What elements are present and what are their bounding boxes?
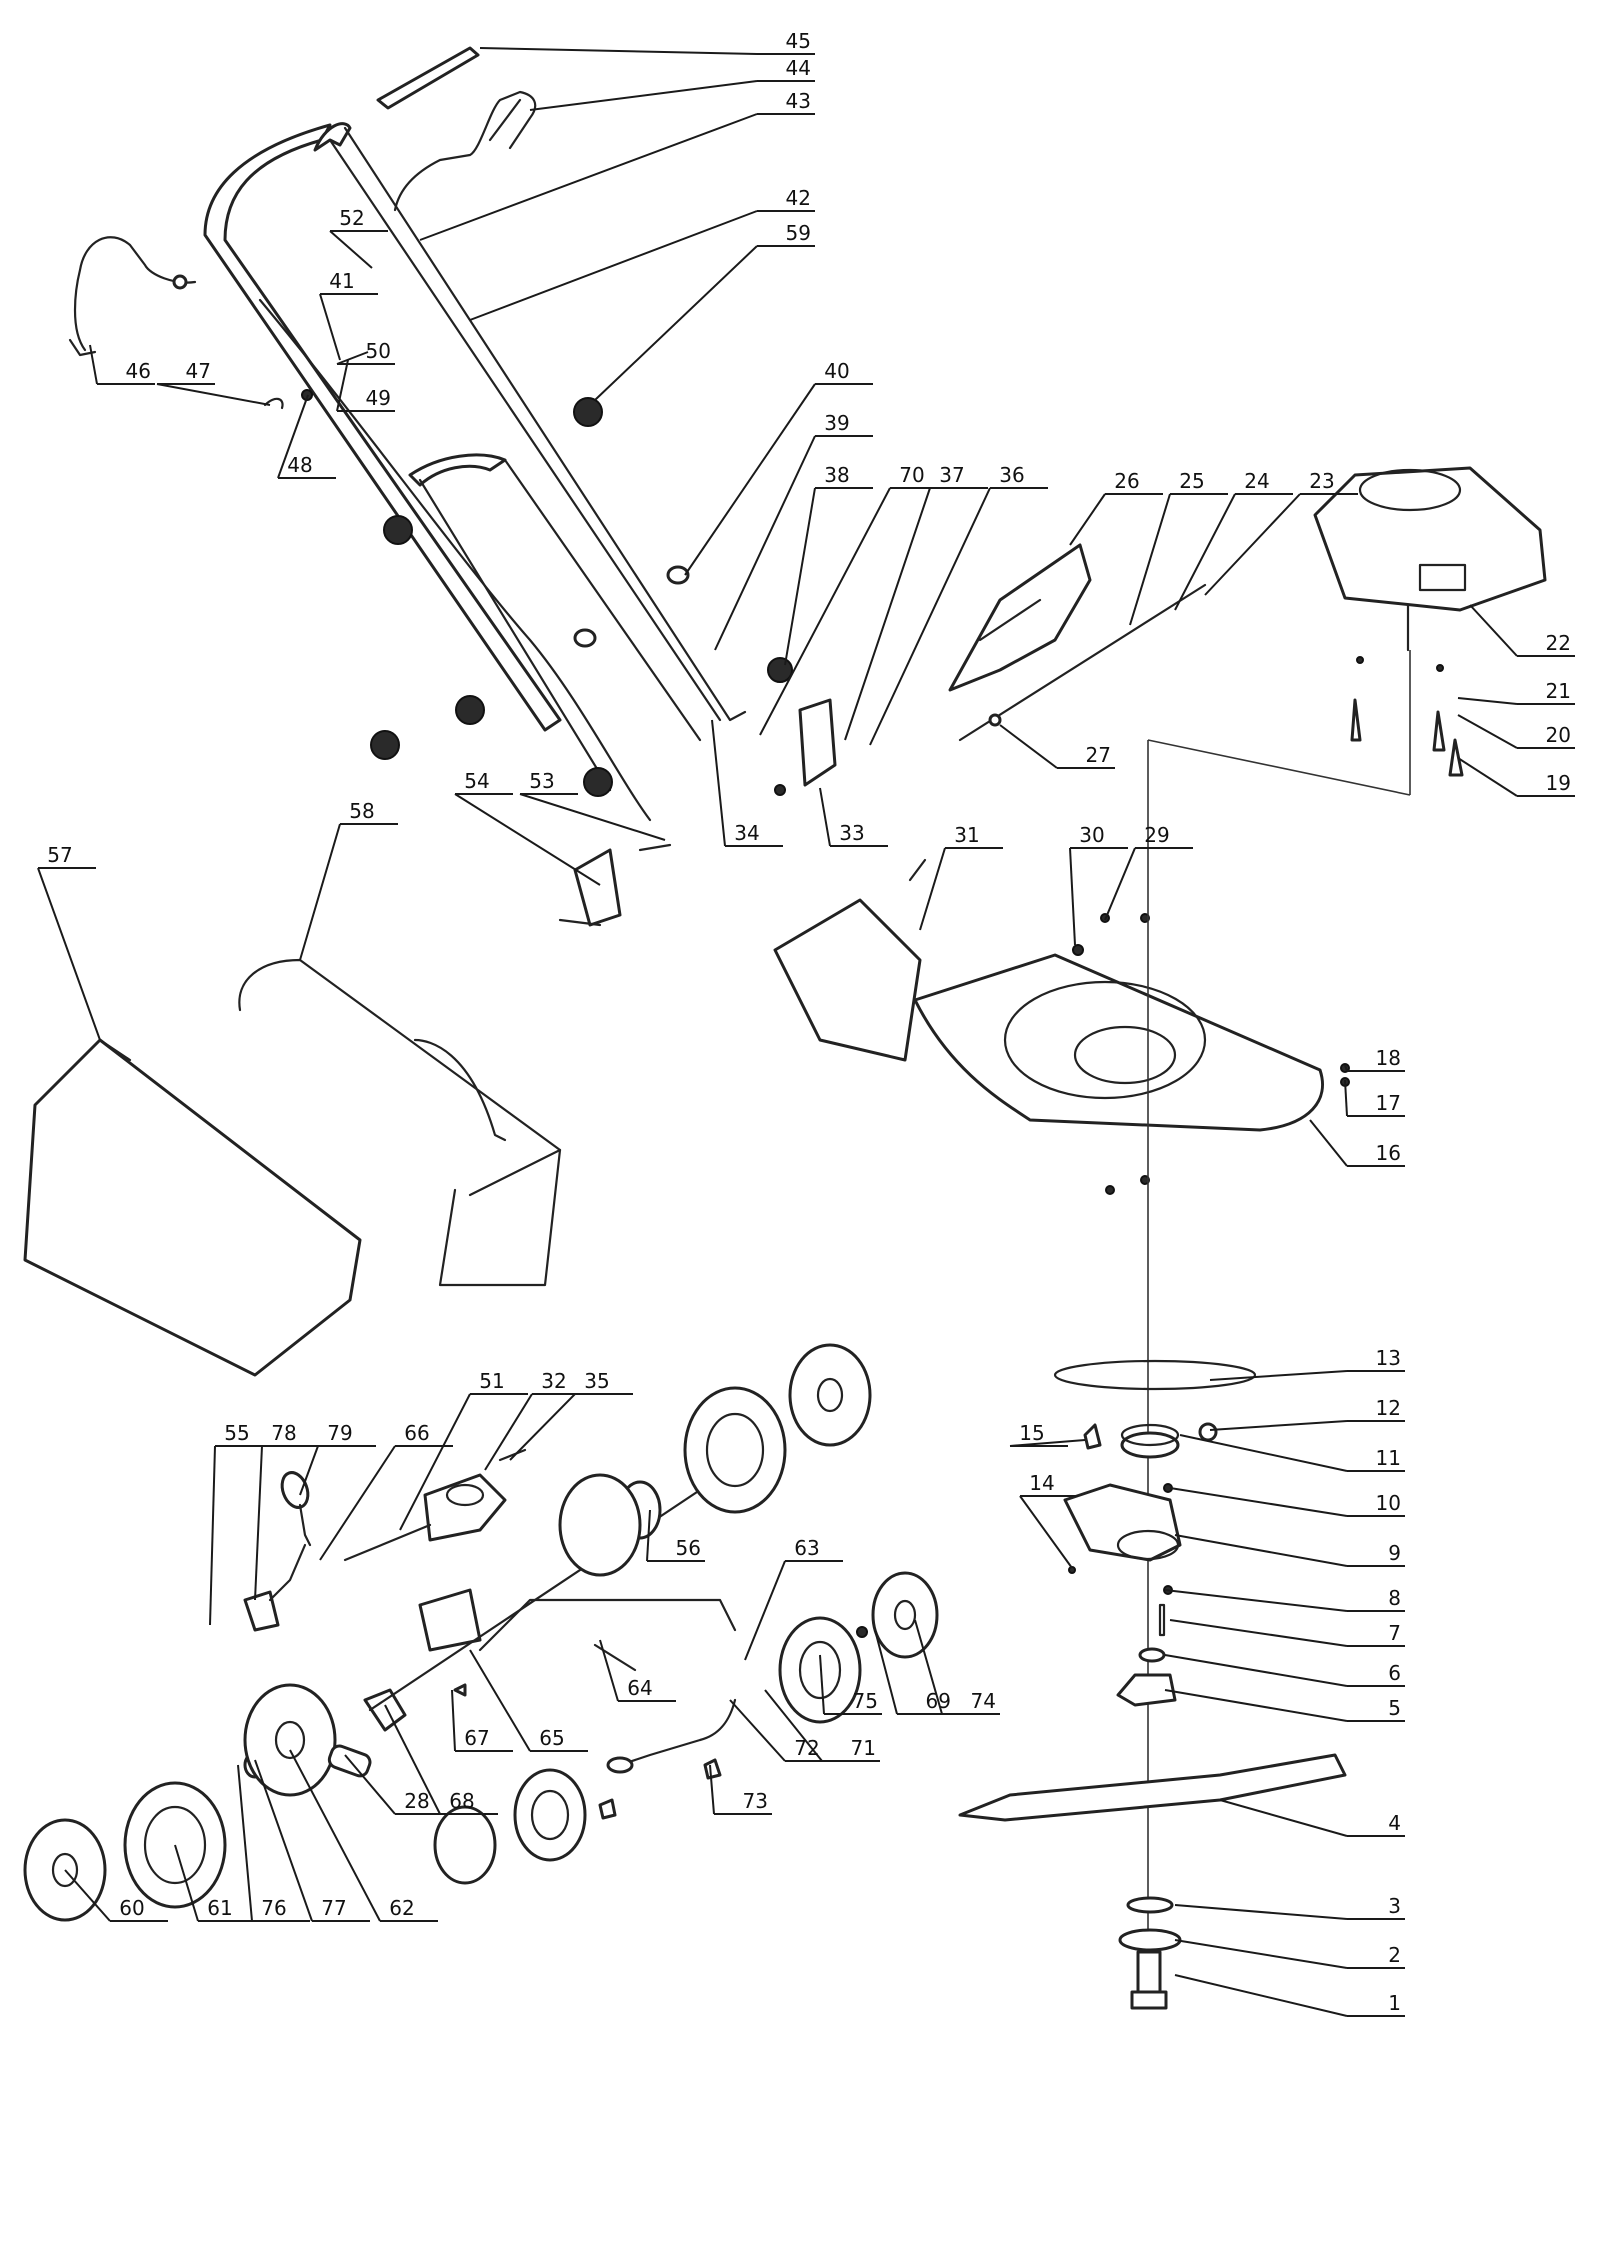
callout-leader bbox=[90, 345, 97, 384]
callout-number: 54 bbox=[464, 769, 490, 793]
callout-50 bbox=[337, 339, 395, 364]
callout-leader bbox=[1000, 725, 1057, 768]
gear-housing bbox=[1065, 1484, 1180, 1594]
callout-38 bbox=[785, 463, 873, 665]
callout-number: 30 bbox=[1079, 823, 1105, 847]
callout-42 bbox=[470, 186, 815, 320]
callout-number: 47 bbox=[185, 359, 211, 383]
callout-70 bbox=[760, 463, 948, 735]
blade-washers-bolt bbox=[1120, 1898, 1180, 2008]
callout-leader bbox=[1165, 1655, 1347, 1686]
callout-number: 75 bbox=[852, 1689, 878, 1713]
callout-leader bbox=[420, 114, 757, 240]
blade bbox=[960, 1755, 1345, 1820]
callout-number: 70 bbox=[899, 463, 925, 487]
callout-13 bbox=[1210, 1346, 1405, 1380]
engine bbox=[1315, 468, 1545, 650]
callout-number: 8 bbox=[1388, 1586, 1401, 1610]
callout-leader bbox=[1175, 1905, 1347, 1919]
callout-number: 42 bbox=[785, 186, 811, 210]
callout-number: 34 bbox=[734, 821, 760, 845]
callout-leader bbox=[712, 720, 725, 846]
handle-knobs bbox=[302, 390, 792, 796]
callout-number: 56 bbox=[675, 1536, 701, 1560]
callout-number: 40 bbox=[824, 359, 850, 383]
callout-leader bbox=[1165, 1590, 1347, 1611]
callout-leader bbox=[38, 868, 100, 1040]
callout-number: 35 bbox=[584, 1369, 610, 1393]
callout-18 bbox=[1345, 1046, 1405, 1071]
callout-2 bbox=[1175, 1940, 1405, 1968]
callout-4 bbox=[1220, 1800, 1405, 1836]
callout-37 bbox=[845, 463, 988, 740]
callout-leader bbox=[300, 824, 340, 960]
lower-handle bbox=[410, 455, 700, 790]
callout-number: 21 bbox=[1545, 679, 1571, 703]
callout-17 bbox=[1345, 1080, 1405, 1116]
callout-19 bbox=[1458, 758, 1575, 796]
callout-leader bbox=[300, 1446, 318, 1495]
drive-lever-bracket bbox=[245, 1469, 312, 1630]
callout-52 bbox=[330, 206, 388, 268]
callout-leader bbox=[1458, 698, 1517, 704]
callout-number: 78 bbox=[271, 1421, 297, 1445]
callout-64 bbox=[600, 1640, 676, 1701]
callout-57 bbox=[38, 843, 100, 1040]
callout-34 bbox=[712, 720, 783, 846]
callout-leader bbox=[760, 488, 890, 735]
callout-number: 28 bbox=[404, 1789, 430, 1813]
callout-number: 44 bbox=[785, 56, 811, 80]
callout-number: 9 bbox=[1388, 1541, 1401, 1565]
callout-leader bbox=[1175, 1535, 1347, 1566]
rear-wheel-hubcap-upper bbox=[790, 1345, 870, 1445]
callout-number: 79 bbox=[327, 1421, 353, 1445]
callout-leader bbox=[510, 1394, 575, 1460]
callout-68 bbox=[385, 1705, 498, 1814]
callout-number: 58 bbox=[349, 799, 375, 823]
callout-leader bbox=[470, 211, 757, 320]
callout-leader bbox=[530, 81, 757, 110]
callout-number: 16 bbox=[1375, 1141, 1401, 1165]
engine-bolts bbox=[1352, 657, 1462, 775]
callout-leader bbox=[1175, 1940, 1347, 1968]
callout-number: 57 bbox=[47, 843, 73, 867]
callout-number: 67 bbox=[464, 1726, 490, 1750]
callout-leader bbox=[1180, 1435, 1347, 1471]
handle-bracket-right bbox=[775, 700, 835, 795]
callout-leader bbox=[820, 788, 830, 846]
callout-number: 37 bbox=[939, 463, 965, 487]
callout-number: 72 bbox=[794, 1736, 820, 1760]
callout-45 bbox=[480, 29, 815, 54]
callout-22 bbox=[1470, 605, 1575, 656]
callout-number: 12 bbox=[1375, 1396, 1401, 1420]
callout-leader bbox=[1220, 1800, 1347, 1836]
callout-leader bbox=[157, 384, 270, 405]
callout-leader bbox=[330, 231, 372, 268]
callout-number: 68 bbox=[449, 1789, 475, 1813]
mower-deck bbox=[915, 955, 1323, 1130]
callout-number: 24 bbox=[1244, 469, 1270, 493]
rear-wheel-tire-upper bbox=[685, 1388, 785, 1512]
callout-leader bbox=[745, 1561, 785, 1660]
callout-number: 71 bbox=[850, 1736, 876, 1760]
callout-5 bbox=[1165, 1690, 1405, 1721]
callout-number: 19 bbox=[1545, 771, 1571, 795]
callout-number: 74 bbox=[970, 1689, 996, 1713]
callout-number: 36 bbox=[999, 463, 1025, 487]
callout-number: 20 bbox=[1545, 723, 1571, 747]
height-adjust-bar bbox=[608, 1700, 735, 1778]
pulley bbox=[1085, 1424, 1216, 1457]
callout-number: 76 bbox=[261, 1896, 287, 1920]
callout-number: 43 bbox=[785, 89, 811, 113]
callout-number: 5 bbox=[1388, 1696, 1401, 1720]
callout-leader bbox=[1458, 758, 1517, 796]
callout-14 bbox=[1020, 1471, 1078, 1568]
callout-number: 55 bbox=[224, 1421, 250, 1445]
callout-33 bbox=[820, 788, 888, 846]
callout-leader bbox=[600, 1640, 618, 1701]
callout-1 bbox=[1175, 1975, 1405, 2016]
callout-27 bbox=[1000, 725, 1115, 768]
callout-16 bbox=[1310, 1120, 1405, 1166]
callout-number: 60 bbox=[119, 1896, 145, 1920]
callout-11 bbox=[1180, 1435, 1405, 1471]
callout-31 bbox=[920, 823, 1003, 930]
callout-leader bbox=[730, 1700, 785, 1761]
callout-number: 45 bbox=[785, 29, 811, 53]
callout-number: 59 bbox=[785, 221, 811, 245]
callout-number: 1 bbox=[1388, 1991, 1401, 2015]
callout-number: 18 bbox=[1375, 1046, 1401, 1070]
callout-59 bbox=[595, 221, 815, 400]
callout-number: 31 bbox=[954, 823, 980, 847]
callout-number: 39 bbox=[824, 411, 850, 435]
callout-47 bbox=[157, 359, 270, 405]
callout-leader bbox=[238, 1765, 252, 1921]
rear-axle bbox=[455, 1600, 735, 1695]
drive-control-bar bbox=[395, 92, 535, 210]
drive-wheel-gear-disc bbox=[245, 1685, 335, 1795]
callout-number: 62 bbox=[389, 1896, 415, 1920]
callout-leader bbox=[520, 794, 665, 840]
cover-disc bbox=[560, 1475, 640, 1575]
callout-79 bbox=[300, 1421, 376, 1495]
callout-leader bbox=[337, 352, 368, 364]
callout-number: 69 bbox=[925, 1689, 951, 1713]
callout-12 bbox=[1210, 1396, 1405, 1430]
callout-leader bbox=[870, 488, 990, 745]
rear-flap bbox=[775, 860, 925, 1060]
callout-number: 63 bbox=[794, 1536, 820, 1560]
callout-78 bbox=[255, 1421, 320, 1600]
callout-number: 10 bbox=[1375, 1491, 1401, 1515]
callout-number: 26 bbox=[1114, 469, 1140, 493]
callout-number: 50 bbox=[365, 339, 391, 363]
callout-leader bbox=[1105, 848, 1135, 920]
callout-number: 29 bbox=[1144, 823, 1170, 847]
callout-49 bbox=[337, 360, 395, 411]
callout-leader bbox=[1175, 1975, 1347, 2016]
callout-number: 51 bbox=[479, 1369, 505, 1393]
callout-leader bbox=[1470, 605, 1517, 656]
callout-leader bbox=[1205, 494, 1300, 595]
engine-cover bbox=[950, 545, 1090, 690]
callout-leader bbox=[1170, 1620, 1347, 1646]
callout-26 bbox=[1070, 469, 1163, 545]
callout-leader bbox=[1070, 494, 1105, 545]
callout-number: 41 bbox=[329, 269, 355, 293]
callout-number: 25 bbox=[1179, 469, 1205, 493]
callout-35 bbox=[510, 1369, 633, 1460]
front-wheel-right-tire bbox=[515, 1770, 585, 1860]
callout-number: 7 bbox=[1388, 1621, 1401, 1645]
gearbox bbox=[327, 1590, 480, 1778]
callout-number: 73 bbox=[742, 1789, 768, 1813]
callout-leader bbox=[452, 1690, 455, 1751]
callout-leader bbox=[1170, 1488, 1347, 1516]
callout-leader bbox=[1210, 1421, 1347, 1430]
callout-leader bbox=[320, 294, 340, 360]
callout-leader bbox=[485, 1394, 532, 1470]
callout-leader bbox=[595, 246, 757, 400]
callout-number: 22 bbox=[1545, 631, 1571, 655]
callout-number: 64 bbox=[627, 1676, 653, 1700]
callout-58 bbox=[300, 799, 398, 960]
callout-leader bbox=[210, 1446, 215, 1625]
callout-number: 32 bbox=[541, 1369, 567, 1393]
callout-leader bbox=[255, 1446, 262, 1600]
callout-10 bbox=[1170, 1488, 1405, 1516]
callout-number: 48 bbox=[287, 453, 313, 477]
callout-number: 14 bbox=[1029, 1471, 1055, 1495]
grass-bag bbox=[25, 1040, 360, 1375]
callout-number: 53 bbox=[529, 769, 555, 793]
callout-6 bbox=[1165, 1655, 1405, 1686]
callout-number: 3 bbox=[1388, 1894, 1401, 1918]
upper-handle bbox=[205, 124, 745, 730]
callout-number: 61 bbox=[207, 1896, 233, 1920]
callout-number: 77 bbox=[321, 1896, 347, 1920]
callout-67 bbox=[452, 1690, 513, 1751]
callout-number: 49 bbox=[365, 386, 391, 410]
callout-number: 15 bbox=[1019, 1421, 1045, 1445]
callout-number: 23 bbox=[1309, 469, 1335, 493]
callout-number: 38 bbox=[824, 463, 850, 487]
callout-number: 52 bbox=[339, 206, 365, 230]
callout-leader bbox=[845, 488, 930, 740]
callout-leader bbox=[455, 794, 600, 885]
callout-20 bbox=[1458, 715, 1575, 748]
callout-number: 11 bbox=[1375, 1446, 1401, 1470]
drive-pulley-housing bbox=[345, 1450, 525, 1560]
callout-leader bbox=[1210, 1371, 1347, 1380]
callout-29 bbox=[1105, 823, 1193, 920]
callout-number: 4 bbox=[1388, 1811, 1401, 1835]
callout-leader bbox=[1458, 715, 1517, 748]
callout-leader bbox=[1175, 494, 1235, 610]
callout-number: 66 bbox=[404, 1421, 430, 1445]
callout-leader bbox=[1070, 848, 1075, 945]
callout-leader bbox=[1310, 1120, 1347, 1166]
handle-grip-tube bbox=[378, 48, 478, 108]
callout-21 bbox=[1458, 679, 1575, 704]
callout-leader bbox=[480, 48, 757, 54]
callout-number: 65 bbox=[539, 1726, 565, 1750]
callout-43 bbox=[420, 89, 815, 240]
callout-9 bbox=[1175, 1535, 1405, 1566]
callout-number: 17 bbox=[1375, 1091, 1401, 1115]
callout-leader bbox=[1020, 1496, 1072, 1568]
callout-number: 27 bbox=[1085, 743, 1111, 767]
callout-number: 6 bbox=[1388, 1661, 1401, 1685]
callout-leader bbox=[715, 436, 815, 650]
brake-lever-bar bbox=[70, 237, 195, 355]
callout-8 bbox=[1165, 1586, 1405, 1611]
drive-belt bbox=[1055, 1361, 1255, 1389]
callout-3 bbox=[1175, 1894, 1405, 1919]
handle-bracket-left bbox=[560, 845, 670, 925]
callout-leader bbox=[1165, 1690, 1347, 1721]
callout-number: 13 bbox=[1375, 1346, 1401, 1370]
callout-7 bbox=[1170, 1620, 1405, 1646]
callout-leader bbox=[1130, 494, 1170, 625]
callout-number: 33 bbox=[839, 821, 865, 845]
callout-46 bbox=[90, 345, 155, 384]
callout-number: 2 bbox=[1388, 1943, 1401, 1967]
callout-44 bbox=[530, 56, 815, 110]
callout-15 bbox=[1010, 1421, 1085, 1446]
callout-number: 46 bbox=[125, 359, 151, 383]
